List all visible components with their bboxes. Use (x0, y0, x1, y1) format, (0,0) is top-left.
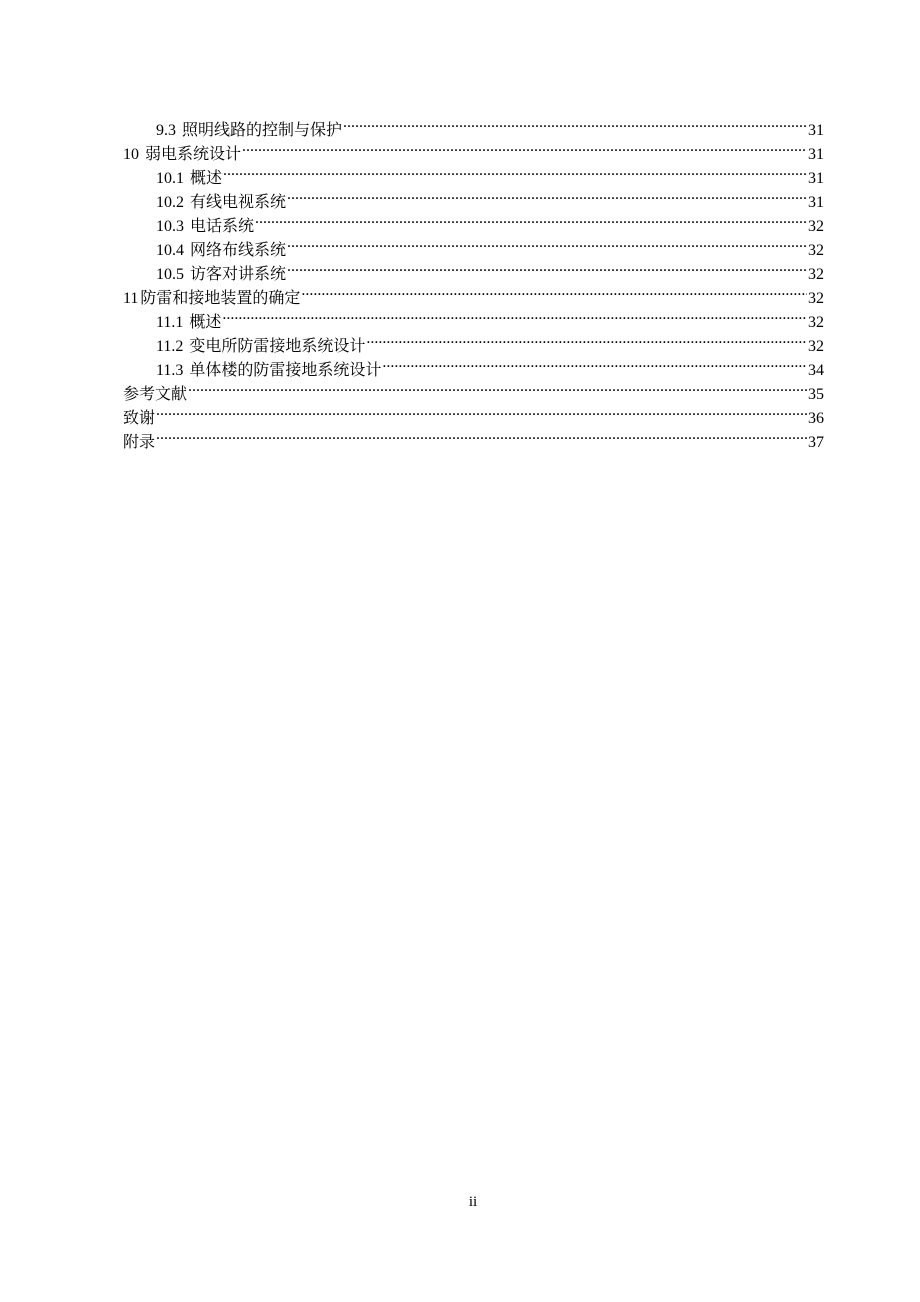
toc-entry-page: 32 (808, 266, 824, 283)
toc-entry-number: 11.1 (156, 314, 184, 331)
dot-leader (287, 255, 807, 279)
toc-entry-page: 31 (808, 194, 824, 211)
toc-entry-title: 致谢 (123, 410, 156, 427)
toc-entry-acknowledgements[interactable] (123, 399, 824, 427)
toc-entry-number: 10.5 (156, 266, 184, 283)
toc-entry-number: 10.1 (156, 170, 184, 187)
toc-entry-10-1[interactable] (123, 159, 824, 187)
toc-entry-number: 11 (123, 290, 139, 307)
toc-entry-page: 36 (808, 410, 824, 427)
toc-entry-page: 32 (808, 338, 824, 355)
toc-entry-page: 32 (808, 314, 824, 331)
dot-leader (301, 279, 807, 303)
toc-entry-page: 32 (808, 242, 824, 259)
toc-entry-number: 10 (123, 146, 139, 163)
dot-leader (188, 375, 807, 399)
dot-leader (255, 207, 807, 231)
toc-entry-page: 31 (808, 170, 824, 187)
toc-entry-title: 防雷和接地装置的确定 (140, 290, 301, 307)
toc-entry-number: 10.3 (156, 218, 184, 235)
toc-entry-page: 35 (808, 386, 824, 403)
toc-entry-number: 11.2 (156, 338, 184, 355)
toc-entry-title: 电话系统 (190, 218, 255, 235)
toc-entry-appendix[interactable] (123, 423, 824, 451)
dot-leader (343, 111, 807, 135)
dot-leader (156, 399, 807, 423)
toc-entry-number: 10.4 (156, 242, 184, 259)
toc-entry-title: 附录 (123, 434, 156, 451)
dot-leader (223, 159, 807, 183)
toc-entry-page: 32 (808, 218, 824, 235)
toc-entry-title: 访客对讲系统 (190, 266, 287, 283)
dot-leader (242, 135, 807, 159)
toc-entry-11-1[interactable] (123, 303, 824, 331)
toc-entry-number: 11.3 (156, 362, 184, 379)
toc-entry-title: 有线电视系统 (190, 194, 287, 211)
toc-entry-references[interactable] (123, 375, 824, 403)
toc-entry-page: 32 (808, 290, 824, 307)
toc-entry-page: 31 (808, 122, 824, 139)
toc-entry-10-2[interactable] (123, 183, 824, 211)
toc-entry-page: 31 (808, 146, 824, 163)
toc-entry-page: 34 (808, 362, 824, 379)
dot-leader (287, 183, 807, 207)
toc-entry-title: 概述 (189, 314, 222, 331)
dot-leader (287, 231, 807, 255)
toc-entry-number: 10.2 (156, 194, 184, 211)
page-number: ii (468, 1194, 478, 1210)
toc-entry-title: 网络布线系统 (190, 242, 287, 259)
toc-entry-title: 单体楼的防雷接地系统设计 (189, 362, 382, 379)
toc-entry-page: 37 (808, 434, 824, 451)
toc-entry-title: 概述 (190, 170, 223, 187)
table-of-contents (123, 111, 824, 451)
dot-leader (156, 423, 807, 447)
toc-entry-title: 变电所防雷接地系统设计 (189, 338, 366, 355)
toc-entry-number: 9.3 (156, 122, 176, 139)
toc-entry-title: 参考文献 (123, 386, 188, 403)
toc-entry-title: 弱电系统设计 (145, 146, 242, 163)
dot-leader (222, 303, 807, 327)
dot-leader (366, 327, 807, 351)
toc-entry-11-2[interactable] (123, 327, 824, 355)
dot-leader (382, 351, 807, 375)
toc-entry-9-3[interactable] (123, 111, 824, 139)
toc-entry-title: 照明线路的控制与保护 (182, 122, 343, 139)
